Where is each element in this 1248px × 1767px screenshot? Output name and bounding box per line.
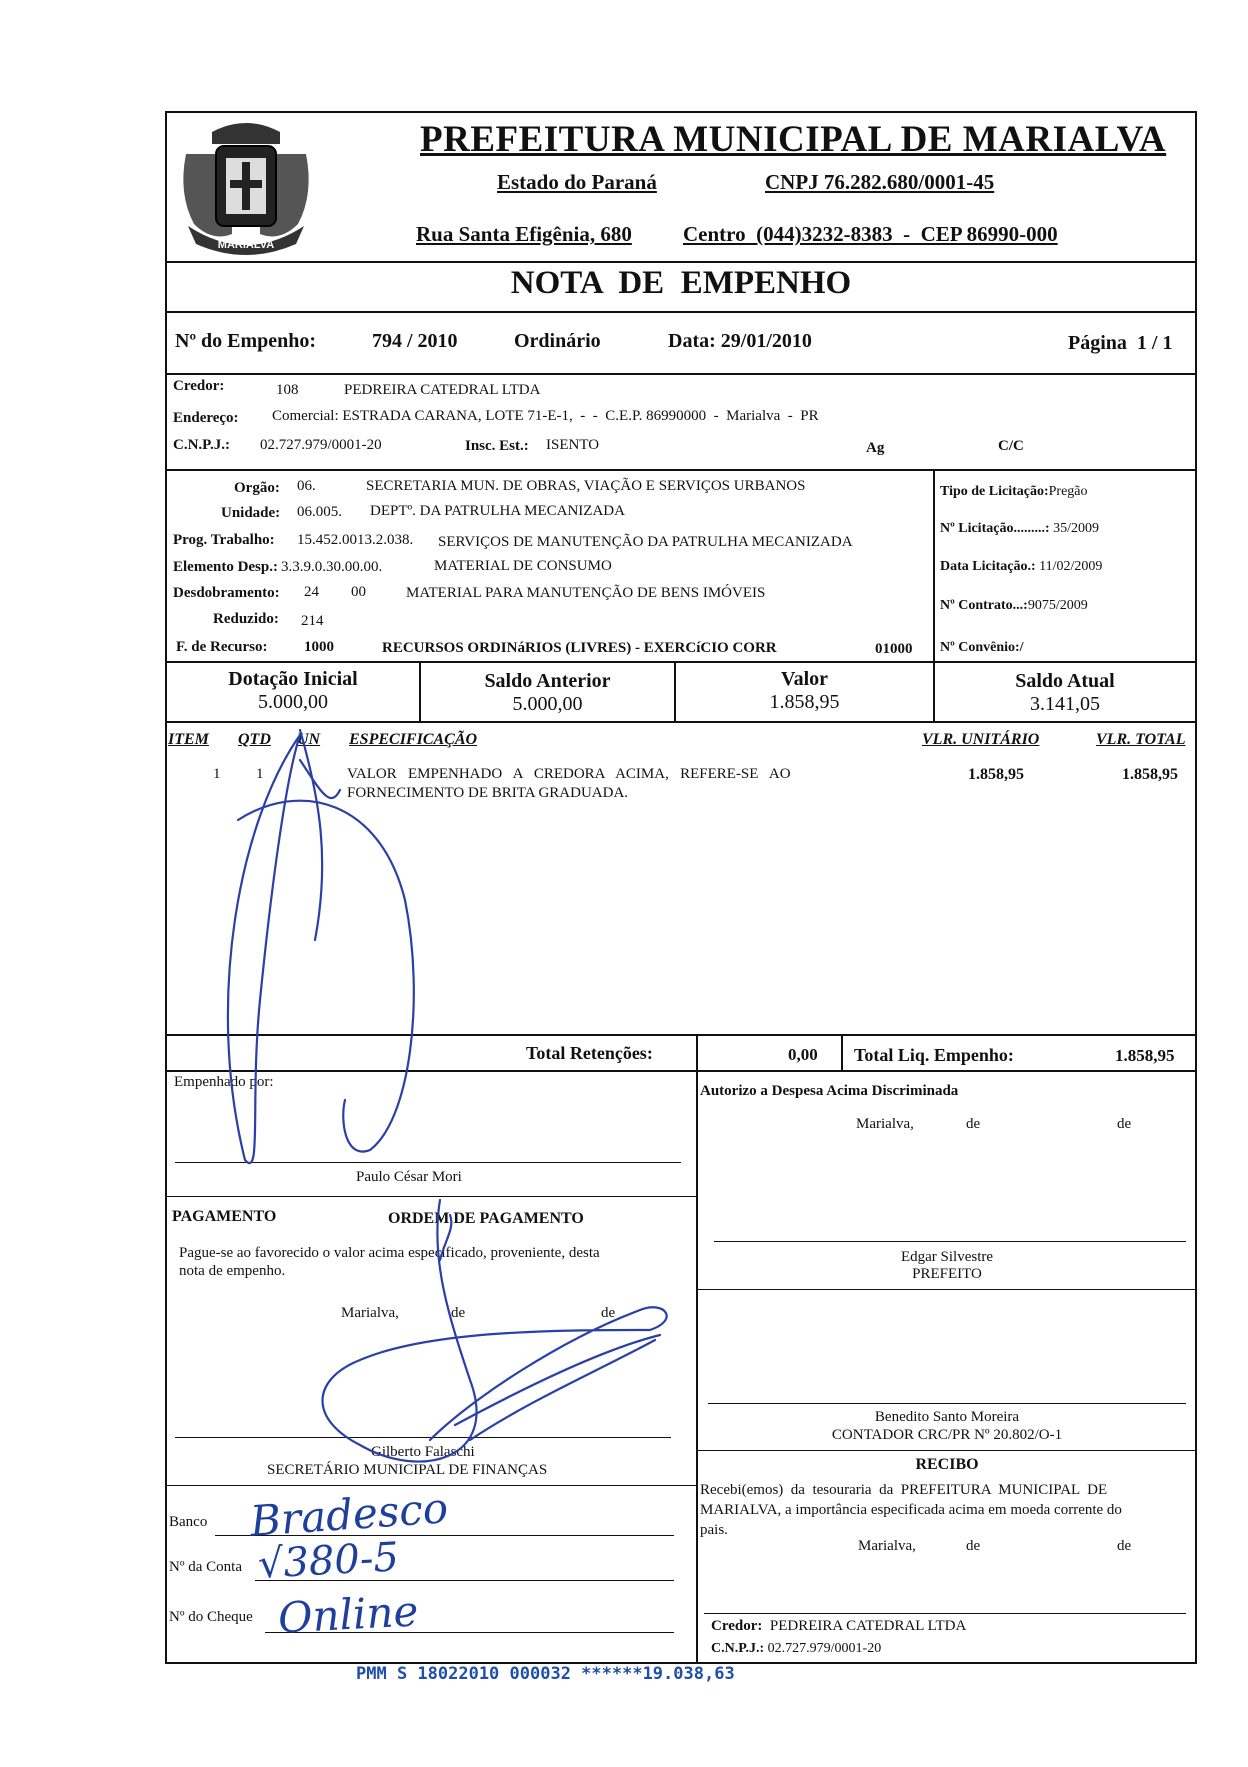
licitacao-numero-value: 35/2009 <box>1053 521 1099 536</box>
atual-value: 3.141,05 <box>1030 693 1100 715</box>
recibo-de-2: de <box>1117 1538 1132 1554</box>
banco-handwritten: Bradesco <box>248 1483 450 1546</box>
header-address-detail: Centro (044)3232-8383 - CEP 86990-000 <box>683 222 1058 246</box>
licitacao-contrato <box>940 598 1088 614</box>
recibo-cnpj-label: C.N.P.J.: <box>711 1641 765 1656</box>
page-title: PREFEITURA MUNICIPAL DE MARIALVA <box>420 119 1167 160</box>
conta-label: Nº da Conta <box>169 1559 242 1575</box>
pagamento-marialva: Marialva, <box>341 1305 399 1321</box>
credor-name: PEDREIRA CATEDRAL LTDA <box>344 382 541 398</box>
recibo-label: RECIBO <box>915 1456 979 1473</box>
secretario-sign-line <box>175 1437 671 1438</box>
table-row-total: 1.858,95 <box>1122 766 1178 783</box>
reduzido-label: Reduzido: <box>213 611 279 627</box>
licitacao-numero-label: Nº Licitação.........: <box>940 521 1050 536</box>
licitacao-tipo-label: Tipo de Licitação: <box>940 484 1049 499</box>
anterior-value: 5.000,00 <box>512 693 583 715</box>
elemento-label: Elemento Desp.: <box>173 559 278 575</box>
insc-value: ISENTO <box>546 437 600 453</box>
desdobramento-sub: 00 <box>351 584 366 600</box>
endereco-label: Endereço: <box>173 410 239 426</box>
prefeito-sign-line <box>714 1241 1186 1242</box>
prog-desc: SERVIÇOS DE MANUTENÇÃO DA PATRULHA MECANIZADA <box>438 534 853 550</box>
autorizo-label: Autorizo a Despesa Acima Discriminada <box>700 1083 959 1099</box>
col-spec-header: ESPECIFICAÇÃO <box>349 731 478 748</box>
licitacao-data <box>940 559 1102 575</box>
elemento-desc: MATERIAL DE CONSUMO <box>434 558 612 574</box>
contador-sign-line <box>708 1403 1186 1404</box>
conta-handwritten: √380-5 <box>256 1534 400 1588</box>
recurso-num: 01000 <box>875 641 913 657</box>
valor-label: Valor <box>780 668 829 690</box>
header-address: Rua Santa Efigênia, 680 <box>416 222 632 246</box>
cheque-label: Nº do Cheque <box>169 1609 253 1625</box>
prefeito-title: PREFEITO <box>912 1266 982 1282</box>
cheque-handwritten: Online <box>276 1586 420 1643</box>
orgao-desc: SECRETARIA MUN. DE OBRAS, VIAÇÃO E SERVIÇOS URBANOS <box>366 478 806 494</box>
desdobramento-code: 24 <box>304 584 319 600</box>
credor-label: Credor: <box>173 378 225 394</box>
totals-divider-1 <box>696 1035 698 1071</box>
anterior-label: Saldo Anterior <box>484 670 611 692</box>
pagamento-de-2: de <box>601 1305 616 1321</box>
retencoes-value: 0,00 <box>788 1045 818 1064</box>
licitacao-tipo-value: Pregão <box>1048 484 1088 499</box>
cnpj-label: C.N.P.J.: <box>173 437 230 453</box>
retencoes-label: Total Retenções: <box>526 1043 653 1063</box>
desdobramento-label: Desdobramento: <box>173 585 280 601</box>
reduzido-value: 214 <box>301 613 324 629</box>
col-item-header: ITEM <box>168 731 209 748</box>
empenho-date: Data: 29/01/2010 <box>668 330 812 352</box>
crest-motto: MARIALVA <box>217 239 275 251</box>
endereco-value: Comercial: ESTRADA CARANA, LOTE 71-E-1, - - C.E.P. 86990000 - Marialva - PR <box>272 408 819 424</box>
orgao-label: Orgão: <box>234 480 280 496</box>
doc-title: NOTA DE EMPENHO <box>510 265 852 301</box>
recibo-credor-name: PEDREIRA CATEDRAL LTDA <box>769 1618 967 1634</box>
empenhado-name: Paulo César Mori <box>356 1169 462 1185</box>
budget-divider <box>933 470 935 662</box>
valor-value: 1.858,95 <box>769 691 840 713</box>
payment-stamp: PMM S 18022010 000032 ******19.038,63 <box>356 1664 735 1684</box>
lower-divider <box>696 1071 698 1663</box>
recibo-cnpj <box>711 1641 881 1657</box>
secretario-name: Gilberto Falaschi <box>371 1444 475 1460</box>
recurso-code: 1000 <box>304 639 334 655</box>
ordem-pagamento: ORDEM DE PAGAMENTO <box>388 1210 584 1227</box>
unidade-desc: DEPTº. DA PATRULHA MECANIZADA <box>370 503 625 519</box>
pagamento-top-line <box>166 1196 696 1197</box>
contador-top-line <box>697 1289 1196 1290</box>
prefeito-name: Edgar Silvestre <box>900 1249 994 1265</box>
dotacao-label: Dotação Inicial <box>228 668 358 690</box>
totals-divider-2 <box>841 1035 843 1071</box>
empenho-number: 794 / 2010 <box>372 330 458 352</box>
licitacao-data-value: 11/02/2009 <box>1039 559 1103 574</box>
pagamento-text-line2: nota de empenho. <box>179 1263 286 1279</box>
credor-code: 108 <box>276 382 299 398</box>
recibo-de-1: de <box>966 1538 981 1554</box>
licitacao-contrato-value: 9075/2009 <box>1027 598 1088 613</box>
recibo-text-line3: pais. <box>700 1522 728 1538</box>
licitacao-data-label: Data Licitação.: <box>940 559 1036 574</box>
prog-code: 15.452.0013.2.038. <box>297 532 414 548</box>
page-number: Página 1 / 1 <box>1068 332 1173 354</box>
contador-title: CONTADOR CRC/PR Nº 20.802/O-1 <box>831 1427 1063 1443</box>
state-label: Estado do Paraná <box>497 170 657 194</box>
autorizo-de-2: de <box>1117 1116 1132 1132</box>
recurso-label: F. de Recurso: <box>176 639 268 655</box>
unidade-code: 06.005. <box>297 504 342 520</box>
ag-label: Ag <box>866 440 885 456</box>
licitacao-convenio: Nº Convênio:/ <box>940 640 1024 655</box>
secretario-title: SECRETÁRIO MUNICIPAL DE FINANÇAS <box>267 1462 548 1478</box>
banco-label: Banco <box>169 1514 208 1530</box>
table-row-spec-line2: FORNECIMENTO DE BRITA GRADUADA. <box>347 785 629 801</box>
recibo-credor-label: Credor: <box>711 1618 763 1634</box>
licitacao-contrato-label: Nº Contrato...: <box>940 598 1028 613</box>
licitacao-tipo <box>940 484 1088 500</box>
header-cnpj: CNPJ 76.282.680/0001-45 <box>765 170 995 194</box>
empenho-number-label: Nº do Empenho: <box>175 330 317 352</box>
prog-label: Prog. Trabalho: <box>173 532 275 548</box>
atual-label: Saldo Atual <box>1015 670 1115 692</box>
pagamento-text-line1: Pague-se ao favorecido o valor acima especificado, proveniente, desta <box>179 1245 600 1261</box>
recibo-sign-line <box>704 1613 1186 1614</box>
liq-label: Total Liq. Empenho: <box>854 1045 1014 1065</box>
dotacao-value: 5.000,00 <box>258 691 328 713</box>
col-un-header: UN <box>297 731 321 748</box>
liq-value: 1.858,95 <box>1115 1046 1175 1065</box>
col-qtd-header: QTD <box>238 731 271 748</box>
totals-box <box>165 1034 1197 1072</box>
crest-logo <box>172 114 320 259</box>
empenhado-label: Empenhado por: <box>174 1074 274 1090</box>
recibo-top-line <box>697 1450 1196 1451</box>
table-row-spec-line1: VALOR EMPENHADO A CREDORA ACIMA, REFERE-SE AO <box>347 766 791 782</box>
crest-icon <box>172 114 320 259</box>
table-row-unit: 1.858,95 <box>968 766 1024 783</box>
empenhado-sign-line <box>175 1162 681 1163</box>
elemento-code: 3.3.9.0.30.00.00. <box>281 559 383 575</box>
unidade-label: Unidade: <box>221 505 281 521</box>
contador-name: Benedito Santo Moreira <box>874 1409 1020 1425</box>
col-unit-header: VLR. UNITÁRIO <box>922 731 1040 748</box>
pagamento-label: PAGAMENTO <box>172 1208 277 1225</box>
cnpj-value: 02.727.979/0001-20 <box>260 437 382 453</box>
table-row-item: 1 <box>213 766 221 782</box>
cc-label: C/C <box>998 438 1024 454</box>
recibo-cnpj-value: 02.727.979/0001-20 <box>767 1641 882 1656</box>
pagamento-de-1: de <box>451 1305 466 1321</box>
desdobramento-desc: MATERIAL PARA MANUTENÇÃO DE BENS IMÓVEIS <box>406 585 766 601</box>
empenho-type: Ordinário <box>514 330 601 352</box>
anterior-cell <box>421 670 674 716</box>
atual-cell <box>935 670 1195 716</box>
dotacao-cell <box>167 668 419 714</box>
valor-cell <box>676 668 933 714</box>
insc-label: Insc. Est.: <box>465 438 529 454</box>
recibo-credor <box>711 1618 966 1635</box>
col-total-header: VLR. TOTAL <box>1096 731 1186 748</box>
recurso-desc: RECURSOS ORDINáRIOS (LIVRES) - EXERCíCIO CORR <box>382 640 777 656</box>
orgao-code: 06. <box>297 478 316 494</box>
recibo-text-line2: MARIALVA, a importância especificada acima em moeda corrente do <box>700 1502 1122 1518</box>
recibo-marialva: Marialva, <box>858 1538 916 1554</box>
recibo-text-line1: Recebi(emos) da tesouraria da PREFEITURA MUNICIPAL DE <box>700 1482 1108 1498</box>
autorizo-marialva: Marialva, <box>856 1116 914 1132</box>
table-row-qtd: 1 <box>256 766 264 782</box>
autorizo-de-1: de <box>966 1116 981 1132</box>
licitacao-numero <box>940 521 1099 537</box>
